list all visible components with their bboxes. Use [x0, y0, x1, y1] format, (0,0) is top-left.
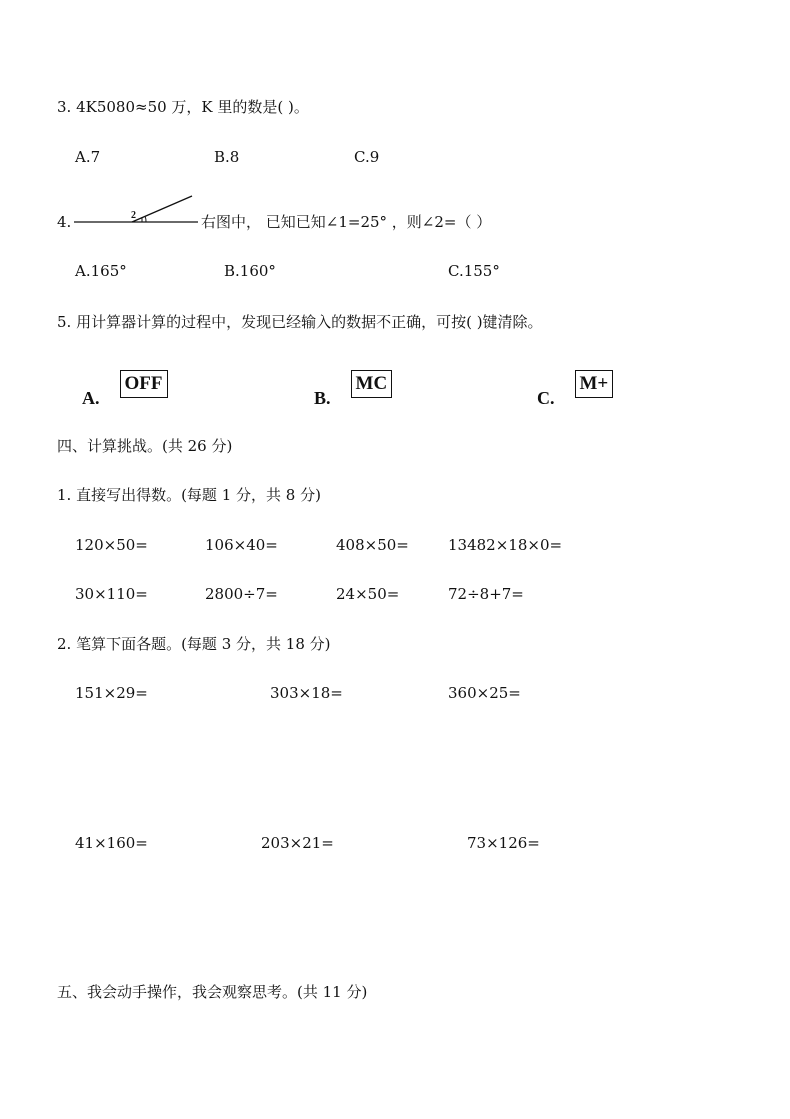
written-calc-item: 303×18=: [270, 684, 343, 702]
q5-option-c: [537, 373, 613, 408]
angle-label: 2: [131, 210, 136, 221]
mc-key-icon: MC: [351, 370, 393, 398]
oral-calc-item: 13482×18×0=: [448, 536, 563, 554]
angle-figure: [72, 190, 200, 230]
question-3: 3. 4K5080≈50 万，K 里的数是( )。: [57, 98, 309, 116]
q5-option-c-letter: C.: [537, 388, 555, 408]
oral-calc-item: 2800÷7=: [205, 585, 278, 603]
part-2-title: 2. 笔算下面各题。(每题 3 分，共 18 分): [57, 635, 331, 653]
part-1-title: 1. 直接写出得数。(每题 1 分，共 8 分): [57, 486, 321, 504]
q5-option-a: [82, 373, 168, 408]
oral-calc-item: 24×50=: [336, 585, 400, 603]
written-calc-item: 41×160=: [75, 834, 148, 852]
written-calc-item: 360×25=: [448, 684, 521, 702]
q5-option-b-letter: B.: [314, 388, 331, 408]
q5-option-b: [314, 373, 392, 408]
q4-option-a: A.165°: [75, 262, 127, 280]
written-calc-item: 151×29=: [75, 684, 148, 702]
q4-number: 4.: [57, 213, 72, 231]
oral-calc-item: 120×50=: [75, 536, 148, 554]
q3-option-a: A.7: [75, 148, 101, 166]
question-4: 右图中， 已知已知∠1=25° ，则∠2=（ ）: [201, 213, 492, 231]
written-calc-item: 203×21=: [261, 834, 334, 852]
q5-option-a-letter: A.: [82, 388, 100, 408]
m-plus-key-icon: M+: [575, 370, 614, 398]
q4-option-b: B.160°: [224, 262, 276, 280]
oral-calc-item: 72÷8+7=: [448, 585, 524, 603]
oral-calc-item: 408×50=: [336, 536, 409, 554]
q3-option-c: C.9: [354, 148, 380, 166]
oral-calc-item: 30×110=: [75, 585, 148, 603]
q3-option-b: B.8: [214, 148, 240, 166]
question-5: 5. 用计算器计算的过程中，发现已经输入的数据不正确，可按( )键清除。: [57, 313, 543, 331]
q4-option-c: C.155°: [448, 262, 500, 280]
off-key-icon: OFF: [120, 370, 168, 398]
written-calc-item: 73×126=: [467, 834, 540, 852]
section-5-title: 五、我会动手操作，我会观察思考。(共 11 分): [57, 983, 368, 1001]
oral-calc-item: 106×40=: [205, 536, 278, 554]
section-4-title: 四、计算挑战。(共 26 分): [57, 437, 233, 455]
